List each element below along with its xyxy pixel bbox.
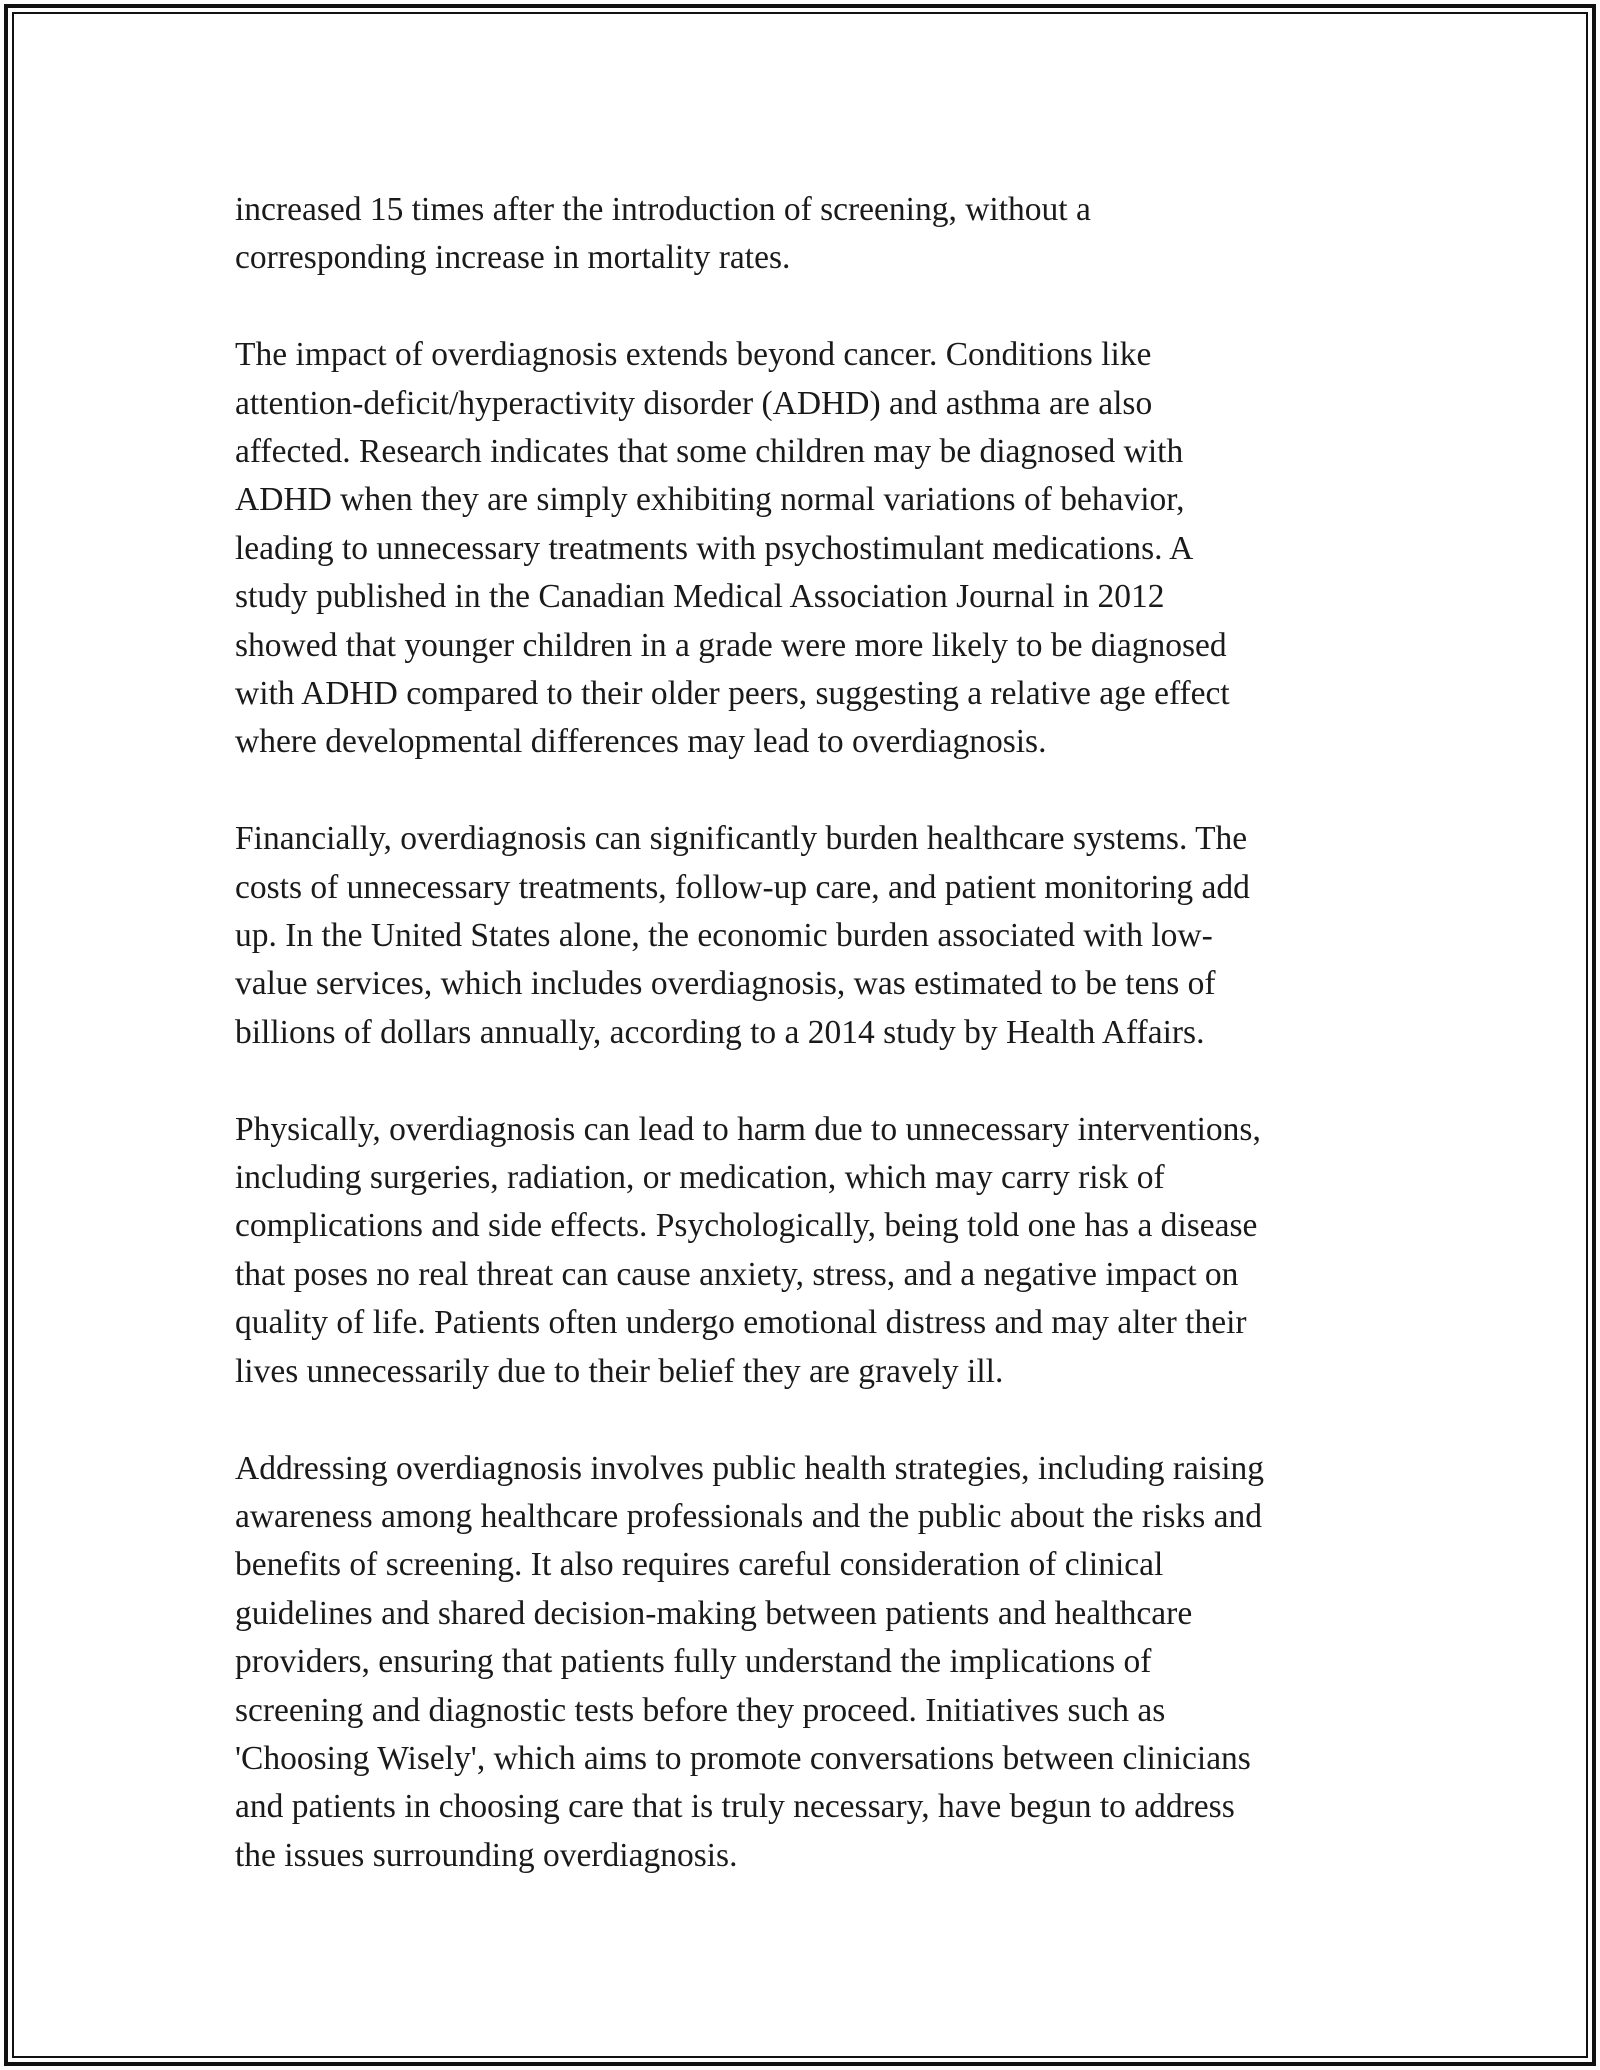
paragraph-addressing-overdiagnosis: Addressing overdiagnosis involves public health strategies, including raising awareness among healthcare professionals and the public about the risks and benefits of screening. It also requires careful consideration of clinical guidelines and shared decision-making between patients and healthcare providers, ensuring that patients fully understand the implications of screening and diagnostic tests before they proceed. Initiatives such as 'Choosing Wisely', which aims to promote conversations between clinicians and patients in choosing care that is truly necessary, have begun to address the issues surrounding overdiagnosis.	[235, 1449, 1265, 1874]
paragraph-beyond-cancer: The impact of overdiagnosis extends beyond cancer. Conditions like attention-deficit/hyperactivity disorder (ADHD) and asthma are also affected. Research indicates that some children may be diagnosed with ADHD when they are simply exhibiting normal variations of behavior, leading to unnecessary treatments with psychostimulant medications. A study published in the Canadian Medical Association Journal in 2012 showed that younger children in a grade were more likely to be diagnosed with ADHD compared to their older peers, suggesting a relative age effect where developmental differences may lead to overdiagnosis.	[235, 336, 1230, 761]
paragraph-physical-psychological-harm: Physically, overdiagnosis can lead to harm due to unnecessary interventions, including surgeries, radiation, or medication, which may carry risk of complications and side effects. Psychologically, being told one has a disease that poses no real threat can cause anxiety, stress, and a negative impact on quality of life. Patients often undergo emotional distress and may alter their lives unnecessarily due to their belief they are gravely ill.	[235, 1110, 1261, 1390]
paragraph-screening-continuation: increased 15 times after the introduction of screening, without a corresponding increase in mortality rates.	[235, 191, 1091, 277]
document-body	[235, 186, 1385, 1929]
paragraph-financial-burden: Financially, overdiagnosis can significantly burden healthcare systems. The costs of unnecessary treatments, follow-up care, and patient monitoring add up. In the United States alone, the economic burden associated with low- value services, which includes overdiagnosis, was estimated to be tens of billions of dollars annually, according to a 2014 study by Health Affairs.	[235, 820, 1250, 1051]
